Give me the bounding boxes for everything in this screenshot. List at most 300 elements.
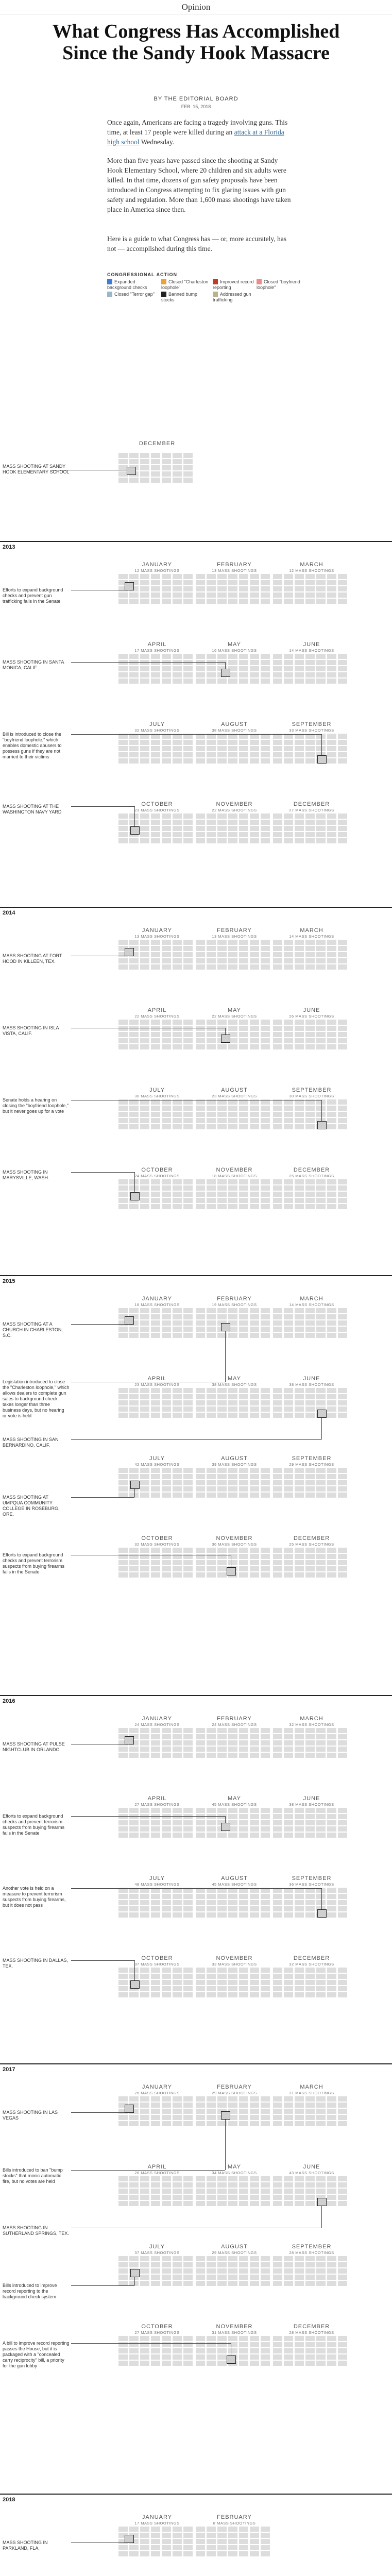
day-cell xyxy=(217,1728,227,1733)
month-shooting-count: 25 MASS SHOOTINGS xyxy=(289,1542,334,1547)
day-cell xyxy=(118,1026,128,1031)
day-cell xyxy=(338,1106,347,1111)
day-cell xyxy=(261,2361,270,2366)
day-cell xyxy=(261,940,270,945)
day-cell xyxy=(250,1986,259,1991)
day-cell xyxy=(316,654,326,659)
day-cell xyxy=(305,940,315,945)
day-cell xyxy=(250,1192,259,1197)
day-cell xyxy=(207,952,216,957)
day-cell xyxy=(316,1026,326,1031)
day-cell xyxy=(284,1406,293,1412)
publish-date: FEB. 15, 2018 xyxy=(181,104,211,109)
day-cell xyxy=(305,820,315,825)
day-cell xyxy=(217,952,227,957)
day-cell xyxy=(173,1740,182,1745)
day-cell xyxy=(196,952,205,957)
day-cell xyxy=(284,1986,293,1991)
month-shooting-count: 23 MASS SHOOTINGS xyxy=(134,1382,180,1387)
day-cell xyxy=(196,1198,205,1203)
annotation-note: Bills introduced to ban "bump stocks" that mimic automatic fire, but no votes are held xyxy=(3,2167,63,2184)
day-cell xyxy=(151,1308,160,1313)
day-cell xyxy=(273,2201,282,2206)
day-cell xyxy=(173,2527,182,2532)
day-cell xyxy=(295,964,304,970)
day-cell xyxy=(118,2256,128,2261)
day-cell xyxy=(273,574,282,579)
day-cell xyxy=(173,820,182,825)
day-cell xyxy=(129,1413,139,1418)
day-cell xyxy=(261,1020,270,1025)
day-cell xyxy=(140,1740,149,1745)
day-cell xyxy=(173,1112,182,1117)
day-cell xyxy=(196,2189,205,2194)
day-cell xyxy=(173,465,182,470)
intro-text: Wednesday. xyxy=(139,138,175,146)
day-cell xyxy=(239,1560,248,1565)
event-marker xyxy=(125,1316,134,1325)
day-cell xyxy=(273,2268,282,2274)
day-cell xyxy=(140,654,149,659)
day-cell xyxy=(239,2262,248,2267)
day-cell xyxy=(140,2115,149,2120)
day-cell xyxy=(305,2189,315,2194)
day-cell xyxy=(228,1204,237,1209)
day-cell xyxy=(295,1413,304,1418)
day-cell xyxy=(295,1728,304,1733)
day-cell xyxy=(173,1493,182,1498)
month-block xyxy=(118,1087,196,1098)
month-block xyxy=(273,927,350,939)
day-cell xyxy=(273,940,282,945)
day-cell xyxy=(151,1486,160,1492)
day-cell xyxy=(151,2539,160,2544)
month-name: JUNE xyxy=(303,1007,320,1013)
day-cell xyxy=(217,592,227,598)
day-cell xyxy=(140,1894,149,1899)
day-cell xyxy=(173,1327,182,1332)
day-cell xyxy=(118,478,128,483)
year-divider xyxy=(0,2063,392,2064)
day-cell xyxy=(173,2189,182,2194)
day-cell xyxy=(250,838,259,843)
day-cell xyxy=(228,2281,237,2286)
day-cell xyxy=(261,666,270,671)
day-cell xyxy=(338,1808,347,1813)
day-cell xyxy=(250,2533,259,2538)
day-cell xyxy=(261,1474,270,1479)
day-cell xyxy=(151,940,160,945)
day-cell xyxy=(261,599,270,604)
day-cell xyxy=(151,1406,160,1412)
day-cell xyxy=(305,2348,315,2353)
day-cell xyxy=(118,672,128,677)
day-cell xyxy=(140,660,149,665)
day-cell xyxy=(327,1747,336,1752)
day-cell xyxy=(118,666,128,671)
day-cell xyxy=(284,1124,293,1129)
leader-line xyxy=(71,2112,129,2113)
day-cell xyxy=(316,952,326,957)
day-cell xyxy=(273,2195,282,2200)
year-label: 2016 xyxy=(3,1698,15,1704)
day-cell xyxy=(173,580,182,585)
day-cell xyxy=(261,1894,270,1899)
day-cell xyxy=(338,2103,347,2108)
day-cell xyxy=(173,1026,182,1031)
day-cell xyxy=(261,2342,270,2347)
day-cell xyxy=(327,1833,336,1838)
day-cell xyxy=(261,2189,270,2194)
day-cell xyxy=(151,1314,160,1319)
day-cell xyxy=(338,592,347,598)
month-name: DECEMBER xyxy=(293,2324,330,2330)
day-cell xyxy=(284,1894,293,1899)
day-cell xyxy=(140,666,149,671)
event-marker xyxy=(227,2355,236,2364)
day-cell xyxy=(151,740,160,745)
day-cell xyxy=(129,1038,139,1043)
day-cell xyxy=(228,1560,237,1565)
day-cell xyxy=(173,1474,182,1479)
month-shooting-count: 45 MASS SHOOTINGS xyxy=(212,1882,257,1887)
day-cell xyxy=(217,679,227,684)
day-cell xyxy=(118,2096,128,2102)
day-cell xyxy=(217,1204,227,1209)
day-cell xyxy=(261,832,270,837)
day-cell xyxy=(305,1308,315,1313)
month-block xyxy=(196,927,273,939)
day-cell xyxy=(118,1124,128,1129)
day-cell xyxy=(305,1400,315,1405)
day-cell xyxy=(196,958,205,963)
legend-swatch xyxy=(213,292,218,297)
day-cell xyxy=(118,574,128,579)
day-cell xyxy=(118,1906,128,1911)
day-cell xyxy=(151,592,160,598)
month-block xyxy=(196,1455,273,1467)
day-cell xyxy=(250,940,259,945)
day-cell xyxy=(284,952,293,957)
day-cell xyxy=(284,1474,293,1479)
day-cell xyxy=(162,832,171,837)
day-cell xyxy=(207,2195,216,2200)
day-cell xyxy=(250,2354,259,2360)
day-cell xyxy=(162,964,171,970)
leader-line xyxy=(71,2343,231,2344)
day-cell xyxy=(140,2361,149,2366)
day-cell xyxy=(239,580,248,585)
day-cell xyxy=(183,1192,193,1197)
day-cell xyxy=(327,1480,336,1485)
day-cell xyxy=(173,1388,182,1393)
day-cell xyxy=(162,1912,171,1918)
day-cell xyxy=(140,2527,149,2532)
day-cell xyxy=(228,1833,237,1838)
day-cell xyxy=(217,2268,227,2274)
day-cell xyxy=(250,1572,259,1578)
day-cell xyxy=(118,1185,128,1191)
day-cell xyxy=(228,2195,237,2200)
day-cell xyxy=(151,826,160,831)
day-cell xyxy=(316,1314,326,1319)
day-cell xyxy=(207,2189,216,2194)
day-cell xyxy=(162,1406,171,1412)
day-cell xyxy=(228,2545,237,2550)
day-cell xyxy=(261,2256,270,2261)
day-cell xyxy=(140,459,149,464)
day-cell xyxy=(162,1992,171,1997)
day-cell xyxy=(239,1820,248,1825)
day-cell xyxy=(173,2281,182,2286)
day-cell xyxy=(338,580,347,585)
day-cell xyxy=(173,1548,182,1553)
day-cell xyxy=(196,1814,205,1819)
day-cell xyxy=(316,2103,326,2108)
day-cell xyxy=(217,752,227,757)
month-block xyxy=(273,1296,350,1307)
month-shooting-count: 30 MASS SHOOTINGS xyxy=(289,1094,334,1098)
page-title xyxy=(21,21,371,64)
day-cell xyxy=(151,2551,160,2556)
day-cell xyxy=(183,2336,193,2341)
day-cell xyxy=(140,1032,149,1037)
day-cell xyxy=(151,1204,160,1209)
day-cell xyxy=(228,586,237,591)
day-cell xyxy=(284,1566,293,1571)
day-cell xyxy=(295,1468,304,1473)
day-cell xyxy=(327,1906,336,1911)
day-cell xyxy=(284,666,293,671)
day-cell xyxy=(228,574,237,579)
day-cell xyxy=(228,1900,237,1905)
month-name: APRIL xyxy=(147,1376,167,1382)
month-block xyxy=(273,1007,350,1019)
day-cell xyxy=(118,1974,128,1979)
day-cell xyxy=(261,1900,270,1905)
day-cell xyxy=(162,1388,171,1393)
day-cell xyxy=(183,2533,193,2538)
day-cell xyxy=(162,2545,171,2550)
day-cell xyxy=(228,740,237,745)
day-cell xyxy=(183,580,193,585)
day-cell xyxy=(183,1808,193,1813)
day-cell xyxy=(196,1548,205,1553)
month-shooting-count: 42 MASS SHOOTINGS xyxy=(134,1462,180,1467)
month-name: FEBRUARY xyxy=(217,2514,252,2520)
day-cell xyxy=(338,2195,347,2200)
month-name: FEBRUARY xyxy=(217,1716,252,1722)
day-cell xyxy=(295,660,304,665)
annotation-note: MASS SHOOTING AT UMPQUA COMMUNITY COLLEGE IN ROSEBURG, ORE. xyxy=(3,1495,60,1517)
day-cell xyxy=(295,1112,304,1117)
day-cell xyxy=(327,1320,336,1326)
day-cell xyxy=(239,1808,248,1813)
day-cell xyxy=(327,1980,336,1985)
day-cell xyxy=(207,1320,216,1326)
day-cell xyxy=(327,832,336,837)
year-label: 2013 xyxy=(3,544,15,550)
event-marker xyxy=(221,669,230,677)
day-cell xyxy=(162,1753,171,1758)
day-cell xyxy=(327,1026,336,1031)
month-block xyxy=(273,801,350,812)
day-cell xyxy=(239,1112,248,1117)
day-cell xyxy=(118,2195,128,2200)
day-cell xyxy=(129,2115,139,2120)
day-cell xyxy=(305,1554,315,1559)
day-cell xyxy=(129,1474,139,1479)
day-cell xyxy=(284,1400,293,1405)
day-cell xyxy=(129,1753,139,1758)
day-cell xyxy=(140,1388,149,1393)
day-cell xyxy=(327,2262,336,2267)
day-cell xyxy=(196,758,205,764)
day-cell xyxy=(284,1814,293,1819)
annotation-note: MASS SHOOTING IN SUTHERLAND SPRINGS, TEX. xyxy=(3,2225,69,2236)
day-cell xyxy=(207,1106,216,1111)
day-cell xyxy=(239,814,248,819)
day-cell xyxy=(217,1548,227,1553)
day-cell xyxy=(327,1192,336,1197)
day-cell xyxy=(162,1198,171,1203)
day-cell xyxy=(239,1572,248,1578)
day-cell xyxy=(129,1468,139,1473)
month-name: MARCH xyxy=(300,1716,323,1722)
day-cell xyxy=(151,1992,160,1997)
month-name: SEPTEMBER xyxy=(292,1455,332,1462)
day-cell xyxy=(295,1554,304,1559)
day-cell xyxy=(228,1548,237,1553)
month-block xyxy=(273,2164,350,2175)
day-cell xyxy=(239,2336,248,2341)
day-cell xyxy=(118,746,128,751)
day-cell xyxy=(228,746,237,751)
day-cell xyxy=(196,832,205,837)
day-cell xyxy=(196,826,205,831)
day-cell xyxy=(151,2256,160,2261)
day-cell xyxy=(273,832,282,837)
day-cell xyxy=(129,1974,139,1979)
day-cell xyxy=(261,2103,270,2108)
day-cell xyxy=(162,1314,171,1319)
day-cell xyxy=(273,1572,282,1578)
day-cell xyxy=(295,1124,304,1129)
day-cell xyxy=(295,1833,304,1838)
day-cell xyxy=(261,946,270,951)
day-cell xyxy=(239,2176,248,2181)
day-cell xyxy=(129,1566,139,1571)
day-cell xyxy=(118,592,128,598)
day-cell xyxy=(284,1808,293,1813)
day-cell xyxy=(273,1124,282,1129)
month-shooting-count: 23 MASS SHOOTINGS xyxy=(134,808,180,812)
day-cell xyxy=(151,1038,160,1043)
day-cell xyxy=(273,592,282,598)
day-cell xyxy=(183,2275,193,2280)
day-cell xyxy=(250,2348,259,2353)
day-cell xyxy=(162,1333,171,1338)
day-cell xyxy=(162,1480,171,1485)
day-cell xyxy=(305,2195,315,2200)
day-cell xyxy=(140,1026,149,1031)
day-cell xyxy=(118,1753,128,1758)
day-cell xyxy=(162,1474,171,1479)
day-cell xyxy=(196,599,205,604)
day-cell xyxy=(338,820,347,825)
day-cell xyxy=(207,1038,216,1043)
day-cell xyxy=(327,1808,336,1813)
day-cell xyxy=(338,1980,347,1985)
day-cell xyxy=(250,1124,259,1129)
day-cell xyxy=(316,666,326,671)
day-cell xyxy=(250,1486,259,1492)
month-block xyxy=(196,2514,273,2526)
day-cell xyxy=(295,2109,304,2114)
day-cell xyxy=(151,1808,160,1813)
day-cell xyxy=(118,1820,128,1825)
day-cell xyxy=(316,2256,326,2261)
day-cell xyxy=(316,1548,326,1553)
annotation-note: MASS SHOOTING IN ISLA VISTA, CALIF. xyxy=(3,1025,59,1036)
day-cell xyxy=(338,1474,347,1479)
day-cell xyxy=(183,592,193,598)
day-cell xyxy=(140,2281,149,2286)
day-cell xyxy=(162,586,171,591)
day-cell xyxy=(173,1980,182,1985)
day-cell xyxy=(129,654,139,659)
month-shooting-count: 27 MASS SHOOTINGS xyxy=(289,808,334,812)
day-cell xyxy=(140,2268,149,2274)
day-cell xyxy=(129,838,139,843)
day-cell xyxy=(228,2527,237,2532)
day-cell xyxy=(207,679,216,684)
day-cell xyxy=(207,1826,216,1832)
day-cell xyxy=(207,1394,216,1399)
day-cell xyxy=(173,2336,182,2341)
month-name: MAY xyxy=(227,1007,242,1013)
month-name: FEBRUARY xyxy=(217,562,252,568)
day-cell xyxy=(183,838,193,843)
day-cell xyxy=(305,1968,315,1973)
day-cell xyxy=(273,758,282,764)
day-cell xyxy=(305,2336,315,2341)
day-cell xyxy=(173,654,182,659)
day-cell xyxy=(261,1728,270,1733)
day-cell xyxy=(162,2115,171,2120)
day-cell xyxy=(129,459,139,464)
day-cell xyxy=(129,1548,139,1553)
day-cell xyxy=(239,1728,248,1733)
day-cell xyxy=(207,838,216,843)
day-cell xyxy=(273,1493,282,1498)
day-cell xyxy=(151,1814,160,1819)
day-cell xyxy=(228,599,237,604)
day-cell xyxy=(327,1753,336,1758)
day-cell xyxy=(173,1820,182,1825)
day-cell xyxy=(239,2115,248,2120)
day-cell xyxy=(305,1747,315,1752)
day-cell xyxy=(295,832,304,837)
day-cell xyxy=(196,1906,205,1911)
day-cell xyxy=(151,952,160,957)
day-cell xyxy=(273,2121,282,2126)
day-cell xyxy=(228,2275,237,2280)
florida-attack-link[interactable]: attack at a Florida high school xyxy=(107,128,284,146)
day-cell xyxy=(183,1179,193,1184)
day-cell xyxy=(316,1740,326,1745)
day-cell xyxy=(207,2268,216,2274)
